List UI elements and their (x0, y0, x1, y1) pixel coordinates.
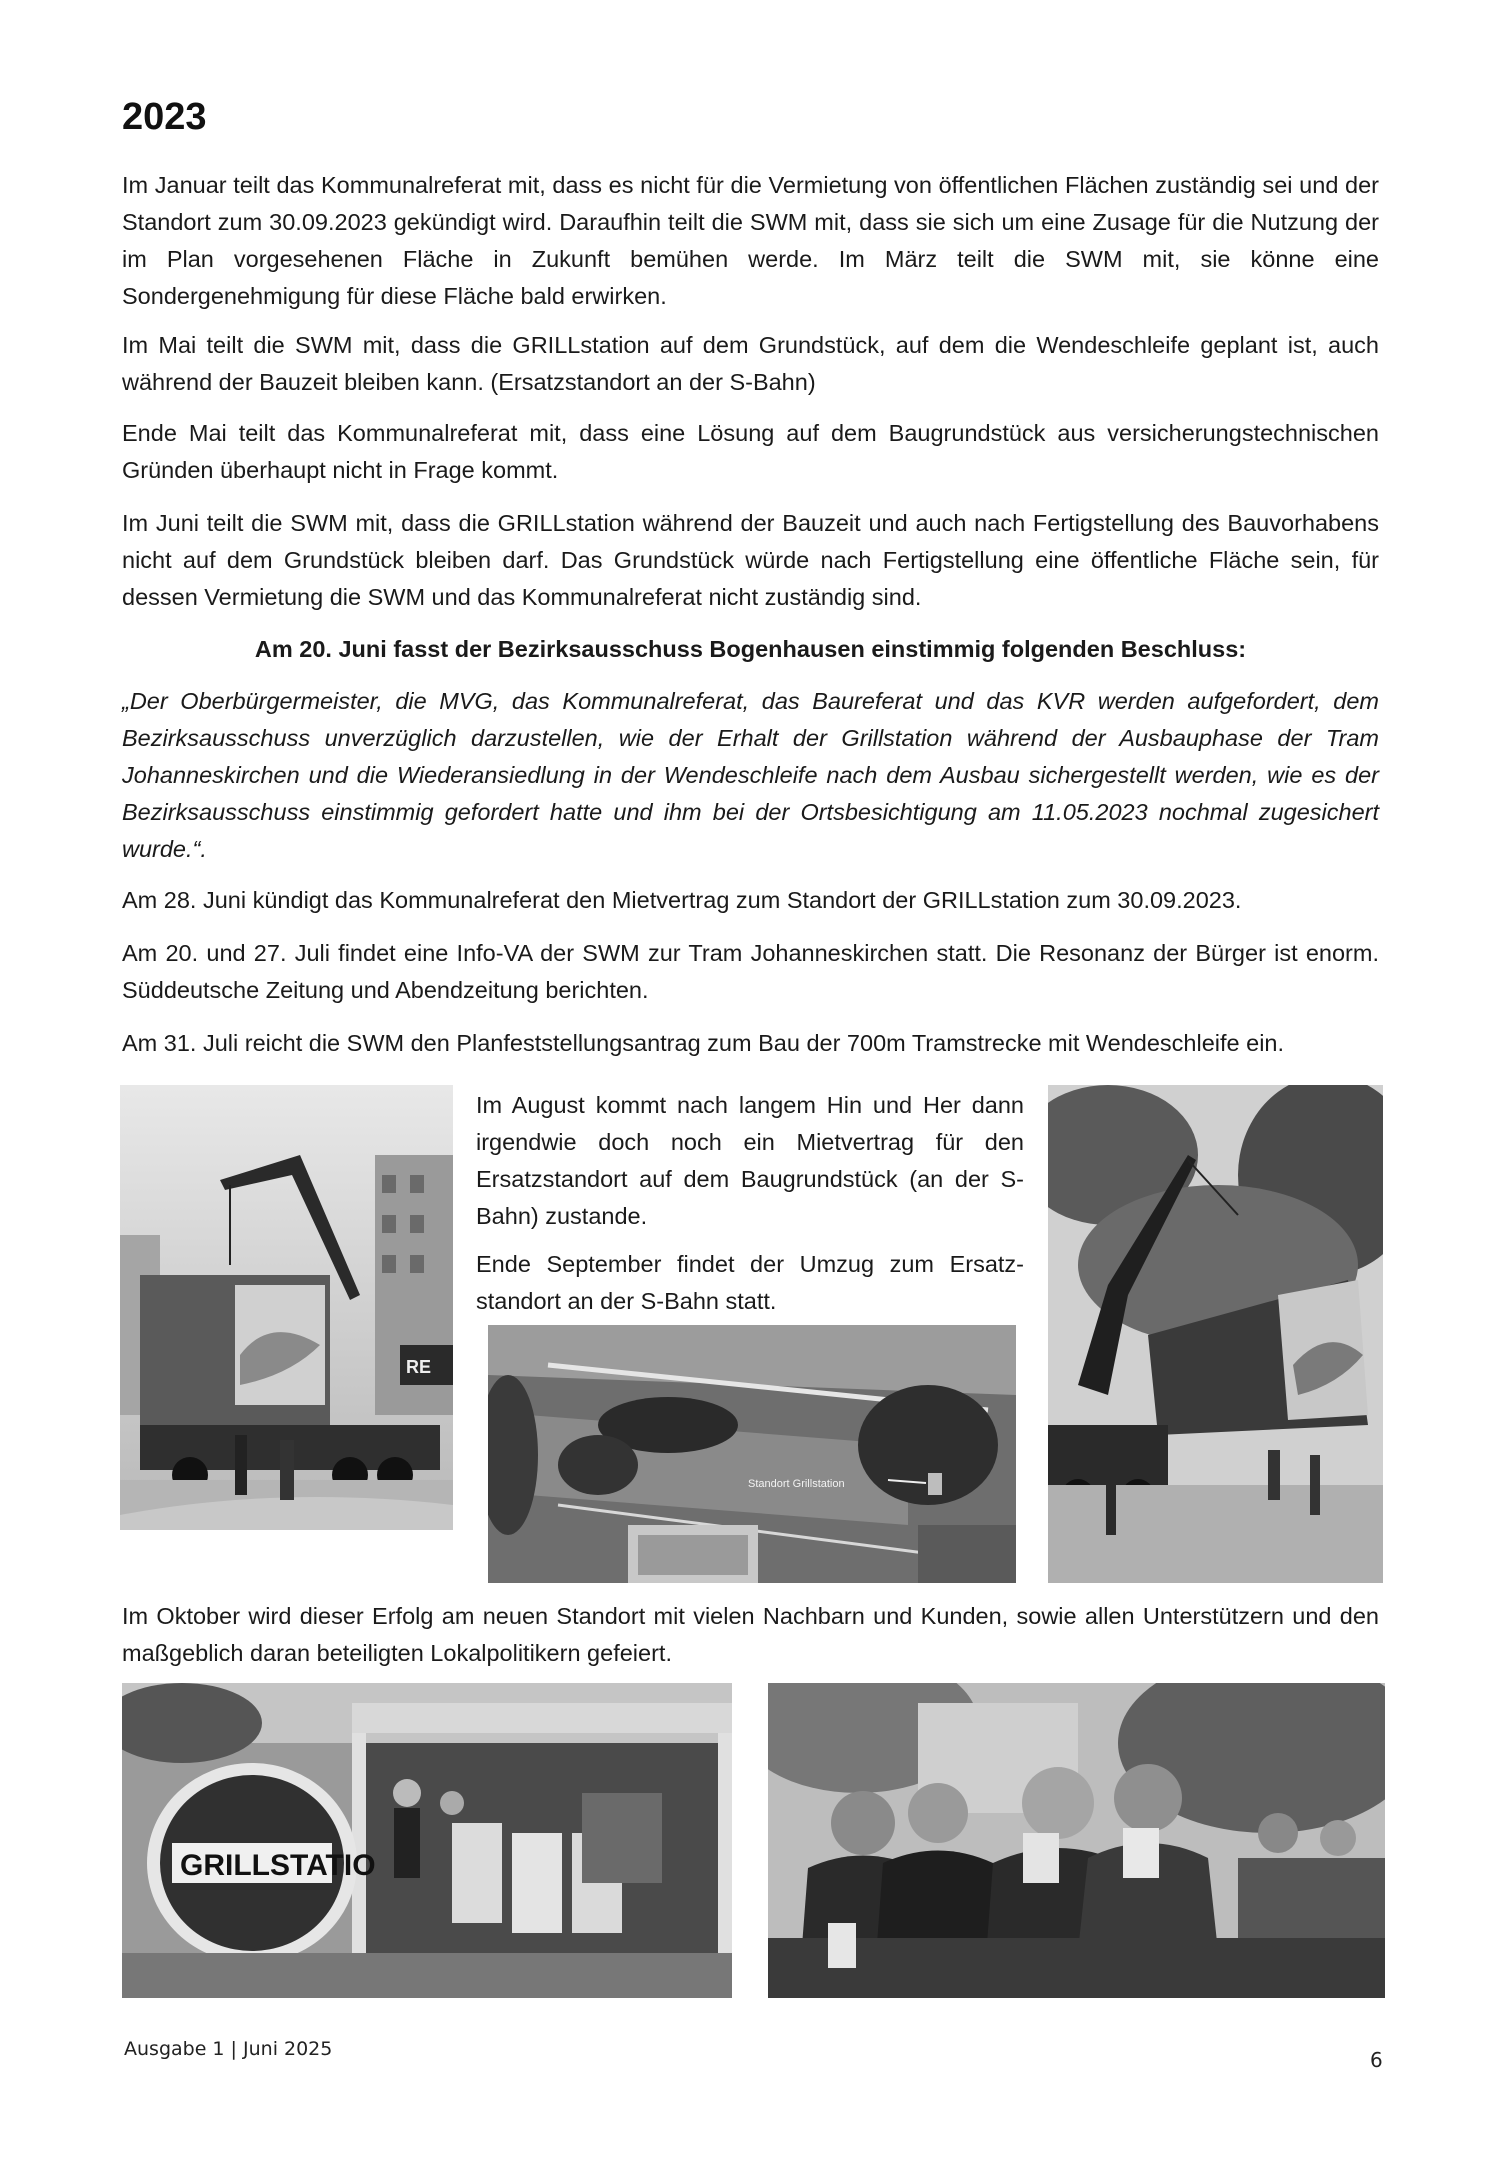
paragraph-end-may: Ende Mai teilt das Kommunalreferat mit, dass eine Lösung auf dem Baugrundstück aus versicherungstechnischen Gründen überhaupt nicht in Frage kommt. (122, 420, 1379, 483)
photo-toasting-guests (768, 1683, 1385, 1998)
resolution-quote: „Der Oberbürgermeister, die MVG, das Kommunalreferat, das Baureferat und das KVR werden aufgefordert, dem Bezirksausschuss unverzüglich darzustellen, wie der Erhalt der Grillstation während der Ausbauphase der Tram Johanneskirchen und die Wiederansiedlung in der Wendeschleife nach dem Ausbau sichergestellt werden, wie es der Bezirksausschuss einstimmig gefordert hatte und ihm bei der Ortsbesichtigung am 11.05.2023 nochmal zugesichert wurde.“. (122, 688, 1379, 862)
photo-toasting-guests-image (768, 1683, 1385, 1998)
photo-crane-street-image (120, 1085, 453, 1530)
photo-pavilion-band-image (122, 1683, 732, 1998)
photo-pavilion-band (122, 1683, 732, 1998)
paragraph-june-28: Am 28. Juni kündigt das Kommunalreferat den Mietvertrag zum Standort der GRILLstation zum 30.09.2023. (122, 887, 1242, 913)
photo-crane-new-site-image (1048, 1085, 1383, 1583)
resolution-heading: Am 20. Juni fasst der Bezirksausschuss Bogenhausen einstimmig folgenden Beschluss: (254, 636, 1247, 662)
paragraph-january: Im Januar teilt das Kommunalreferat mit, dass es nicht für die Vermietung von öffentlichen Flächen zuständig sei und der Standort zum 30.09.2023 gekündigt wird. Daraufhin teilt die SWM mit, dass sie sich um eine Zusage für die Nutzung der im Plan vorgesehenen Fläche in Zukunft bemühen werde. Im März teilt die SWM mit, sie könne eine Sondergenehmigung für diese Fläche bald erwirken. (122, 172, 1379, 309)
photo-crane-street (120, 1085, 453, 1530)
svg-text:RE: RE (406, 1357, 432, 1377)
aerial-map-label: Standort Grillstation (748, 1478, 845, 1490)
photo-aerial-map (488, 1325, 1016, 1583)
paragraph-june: Im Juni teilt die SWM mit, dass die GRILLstation während der Bauzeit und auch nach Fertigstellung des Bauvorhabens nicht auf dem Grundstück bleiben darf. Das Grundstück würde nach Fertigstellung eine öffentliche Fläche sein, für dessen Vermietung die SWM und das Kommunalreferat nicht zuständig sind. (122, 510, 1379, 610)
photo-aerial-map-image (488, 1325, 1016, 1583)
paragraph-july-info: Am 20. und 27. Juli findet eine Info-VA der SWM zur Tram Johanneskirchen statt. Die Resonanz der Bürger ist enorm. Süddeutsche Zeitung und Abendzeitung berichten. (122, 940, 1379, 1003)
paragraph-end-september: Ende September findet der Umzug zum Ersatz- standort an der S-Bahn statt. (476, 1251, 1024, 1314)
footer-page-number: 6 (1370, 2048, 1383, 2072)
paragraph-july-31: Am 31. Juli reicht die SWM den Planfeststellungsantrag zum Bau der 700m Tramstrecke mit Wendeschleife ein. (122, 1030, 1285, 1056)
paragraph-october: Im Oktober wird dieser Erfolg am neuen Standort mit vielen Nachbarn und Kunden, sowie allen Unterstützern und den maßgeblich daran beteiligten Lokalpolitikern gefeiert. (122, 1603, 1379, 1666)
page-heading-year: 2023 (122, 96, 207, 138)
footer-issue: Ausgabe 1 | Juni 2025 (124, 2038, 333, 2060)
photo-crane-new-site (1048, 1085, 1383, 1583)
paragraph-august: Im August kommt nach langem Hin und Her dann irgendwie doch noch ein Mietvertrag für den Ersatzstandort auf dem Baugrundstück (an der S-Bahn) zustande. (476, 1092, 1024, 1229)
paragraph-may: Im Mai teilt die SWM mit, dass die GRILLstation auf dem Grundstück, auf dem die Wendeschleife geplant ist, auch während der Bauzeit bleiben kann. (Ersatzstandort an der S-Bahn) (122, 332, 1379, 395)
svg-text:GRILLSTATIO: GRILLSTATIO (180, 1849, 376, 1882)
